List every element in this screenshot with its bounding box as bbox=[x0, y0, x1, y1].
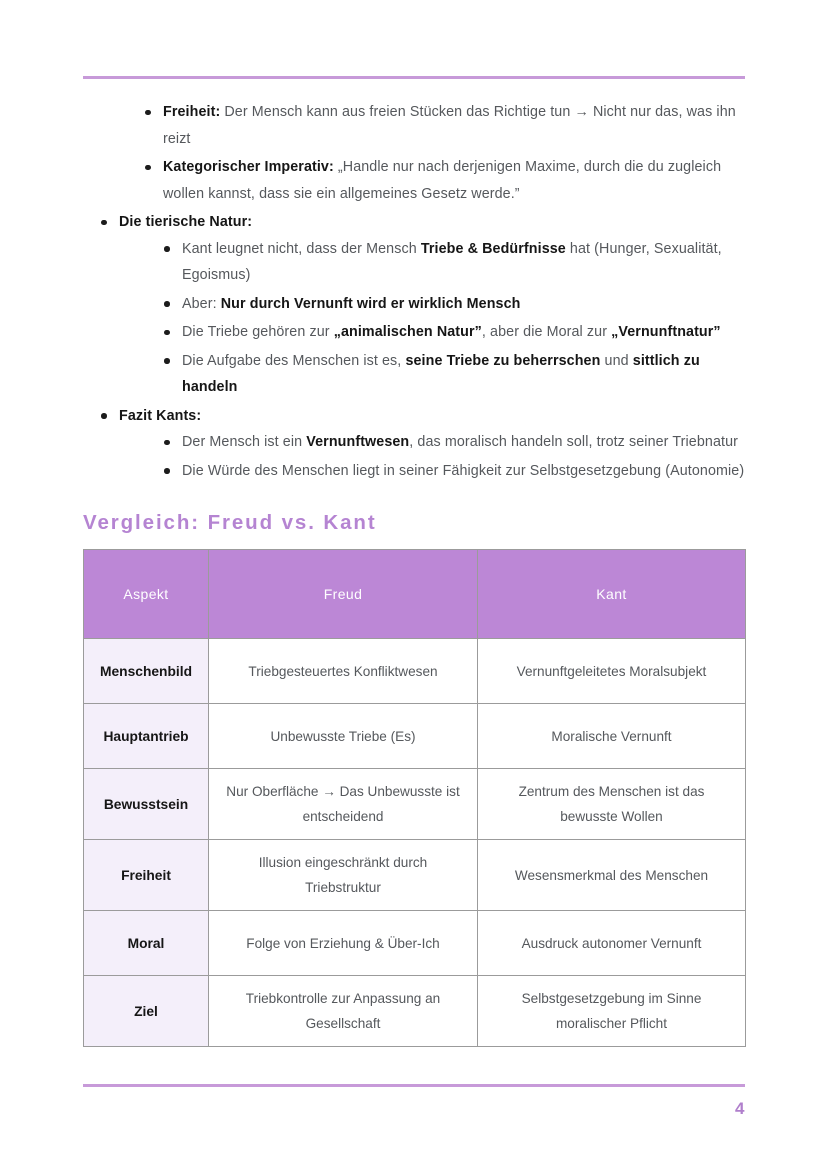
plain-text: „Handle nur nach derjenigen Maxime, durch die du zugleich wollen kannst, dass sie ein allgemeines Gesetz werde.” bbox=[163, 159, 722, 202]
list-item-text bbox=[119, 209, 745, 236]
plain-text: , das moralisch handeln soll, trotz seiner Triebnatur bbox=[409, 434, 738, 450]
cell-kant: Ausdruck autonomer Vernunft bbox=[478, 911, 746, 976]
list-item bbox=[163, 319, 745, 346]
table-row bbox=[84, 639, 746, 704]
list-item-text bbox=[182, 319, 745, 346]
plain-text: hat (Hunger, Sexualität, Egoismus) bbox=[182, 240, 722, 283]
list-item bbox=[100, 209, 745, 401]
cell-aspect: Hauptantrieb bbox=[84, 704, 209, 769]
table-row bbox=[84, 840, 746, 911]
list-item bbox=[163, 458, 745, 485]
footer-divider-rule bbox=[83, 1084, 745, 1087]
bullet-list-level-2 bbox=[119, 429, 745, 484]
plain-text: Die Würde des Menschen liegt in seiner Fähigkeit zur Selbstgesetzgebung (Autonomie) bbox=[182, 462, 745, 479]
list-item-text bbox=[182, 348, 745, 401]
table-row bbox=[84, 704, 746, 769]
column-header-aspekt: Aspekt bbox=[84, 550, 209, 639]
cell-aspect: Freiheit bbox=[84, 840, 209, 911]
plain-text: , aber die Moral zur bbox=[481, 324, 612, 340]
table-row bbox=[84, 976, 746, 1047]
emphasis-text: „animalischen Natur” bbox=[333, 324, 482, 340]
list-item bbox=[163, 348, 745, 401]
plain-text: Der Mensch ist ein bbox=[182, 434, 307, 450]
column-header-kant: Kant bbox=[478, 550, 746, 639]
emphasis-text: Fazit Kants: bbox=[119, 407, 202, 424]
table-row bbox=[84, 769, 746, 840]
plain-text: Die Aufgabe des Menschen ist es, bbox=[182, 352, 406, 369]
list-item-text bbox=[182, 236, 745, 289]
cell-freud: Triebkontrolle zur Anpassung an Gesellschaft bbox=[209, 976, 478, 1047]
emphasis-text: Triebe & Bedürfnisse bbox=[420, 240, 566, 257]
cell-aspect: Ziel bbox=[84, 976, 209, 1047]
plain-text: Die Triebe gehören zur bbox=[182, 324, 334, 340]
list-item-text bbox=[182, 429, 745, 456]
emphasis-text: seine Triebe zu beherrschen bbox=[405, 352, 601, 369]
header-divider-rule bbox=[83, 76, 745, 79]
cell-aspect: Menschenbild bbox=[84, 639, 209, 704]
table-body bbox=[84, 639, 746, 1047]
page-number: 4 bbox=[735, 1099, 745, 1118]
cell-freud: Folge von Erziehung & Über-Ich bbox=[209, 911, 478, 976]
cell-kant: Vernunftgeleitetes Moralsubjekt bbox=[478, 639, 746, 704]
bullet-list-level-2 bbox=[119, 236, 745, 401]
plain-text: Der Mensch kann aus freien Stücken das Richtige tun → Nicht nur das, was ihn reizt bbox=[163, 104, 736, 147]
cell-kant: Wesensmerkmal des Menschen bbox=[478, 840, 746, 911]
plain-text: Kant leugnet nicht, dass der Mensch bbox=[182, 240, 421, 257]
page-footer bbox=[83, 1084, 745, 1119]
list-item bbox=[163, 291, 745, 318]
cell-freud: Illusion eingeschränkt durch Triebstruktur bbox=[209, 840, 478, 911]
section-heading-vergleich: Vergleich: Freud vs. Kant bbox=[83, 511, 377, 534]
plain-text: und bbox=[600, 352, 633, 369]
cell-kant: Zentrum des Menschen ist das bewusste Wollen bbox=[478, 769, 746, 840]
table-header-row-group bbox=[84, 550, 746, 639]
comparison-table bbox=[83, 549, 746, 1047]
list-item bbox=[144, 99, 745, 152]
emphasis-text: Freiheit: bbox=[163, 104, 221, 120]
notes-list bbox=[83, 99, 745, 484]
emphasis-text: Nur durch Vernunft wird er wirklich Mensch bbox=[220, 295, 521, 312]
list-item-text bbox=[182, 458, 745, 485]
cell-kant: Selbstgesetzgebung im Sinne moralischer Pflicht bbox=[478, 976, 746, 1047]
emphasis-text: Die tierische Natur: bbox=[119, 214, 253, 230]
emphasis-text: sittlich zu handeln bbox=[182, 352, 700, 395]
list-item bbox=[163, 236, 745, 289]
cell-freud: Unbewusste Triebe (Es) bbox=[209, 704, 478, 769]
column-header-freud: Freud bbox=[209, 550, 478, 639]
cell-kant: Moralische Vernunft bbox=[478, 704, 746, 769]
list-item-text bbox=[119, 403, 745, 430]
emphasis-text: Kategorischer Imperativ: bbox=[163, 159, 334, 175]
list-item bbox=[163, 429, 745, 456]
list-item bbox=[100, 403, 745, 485]
table-header-row bbox=[84, 550, 746, 639]
bullet-list-level-2 bbox=[100, 99, 745, 207]
list-item-text bbox=[163, 99, 745, 152]
cell-aspect: Bewusstsein bbox=[84, 769, 209, 840]
list-item-text bbox=[163, 154, 745, 207]
table-row bbox=[84, 911, 746, 976]
cell-freud: Triebgesteuertes Konfliktwesen bbox=[209, 639, 478, 704]
bullet-list-level-1 bbox=[83, 99, 745, 484]
plain-text: Aber: bbox=[182, 295, 221, 312]
cell-freud: Nur Oberfläche → Das Unbewusste ist entscheidend bbox=[209, 769, 478, 840]
emphasis-text: Vernunftwesen bbox=[306, 434, 410, 450]
list-item bbox=[144, 154, 745, 207]
cell-aspect: Moral bbox=[84, 911, 209, 976]
emphasis-text: „Vernunftnatur” bbox=[611, 324, 721, 340]
list-item-text bbox=[182, 291, 745, 318]
